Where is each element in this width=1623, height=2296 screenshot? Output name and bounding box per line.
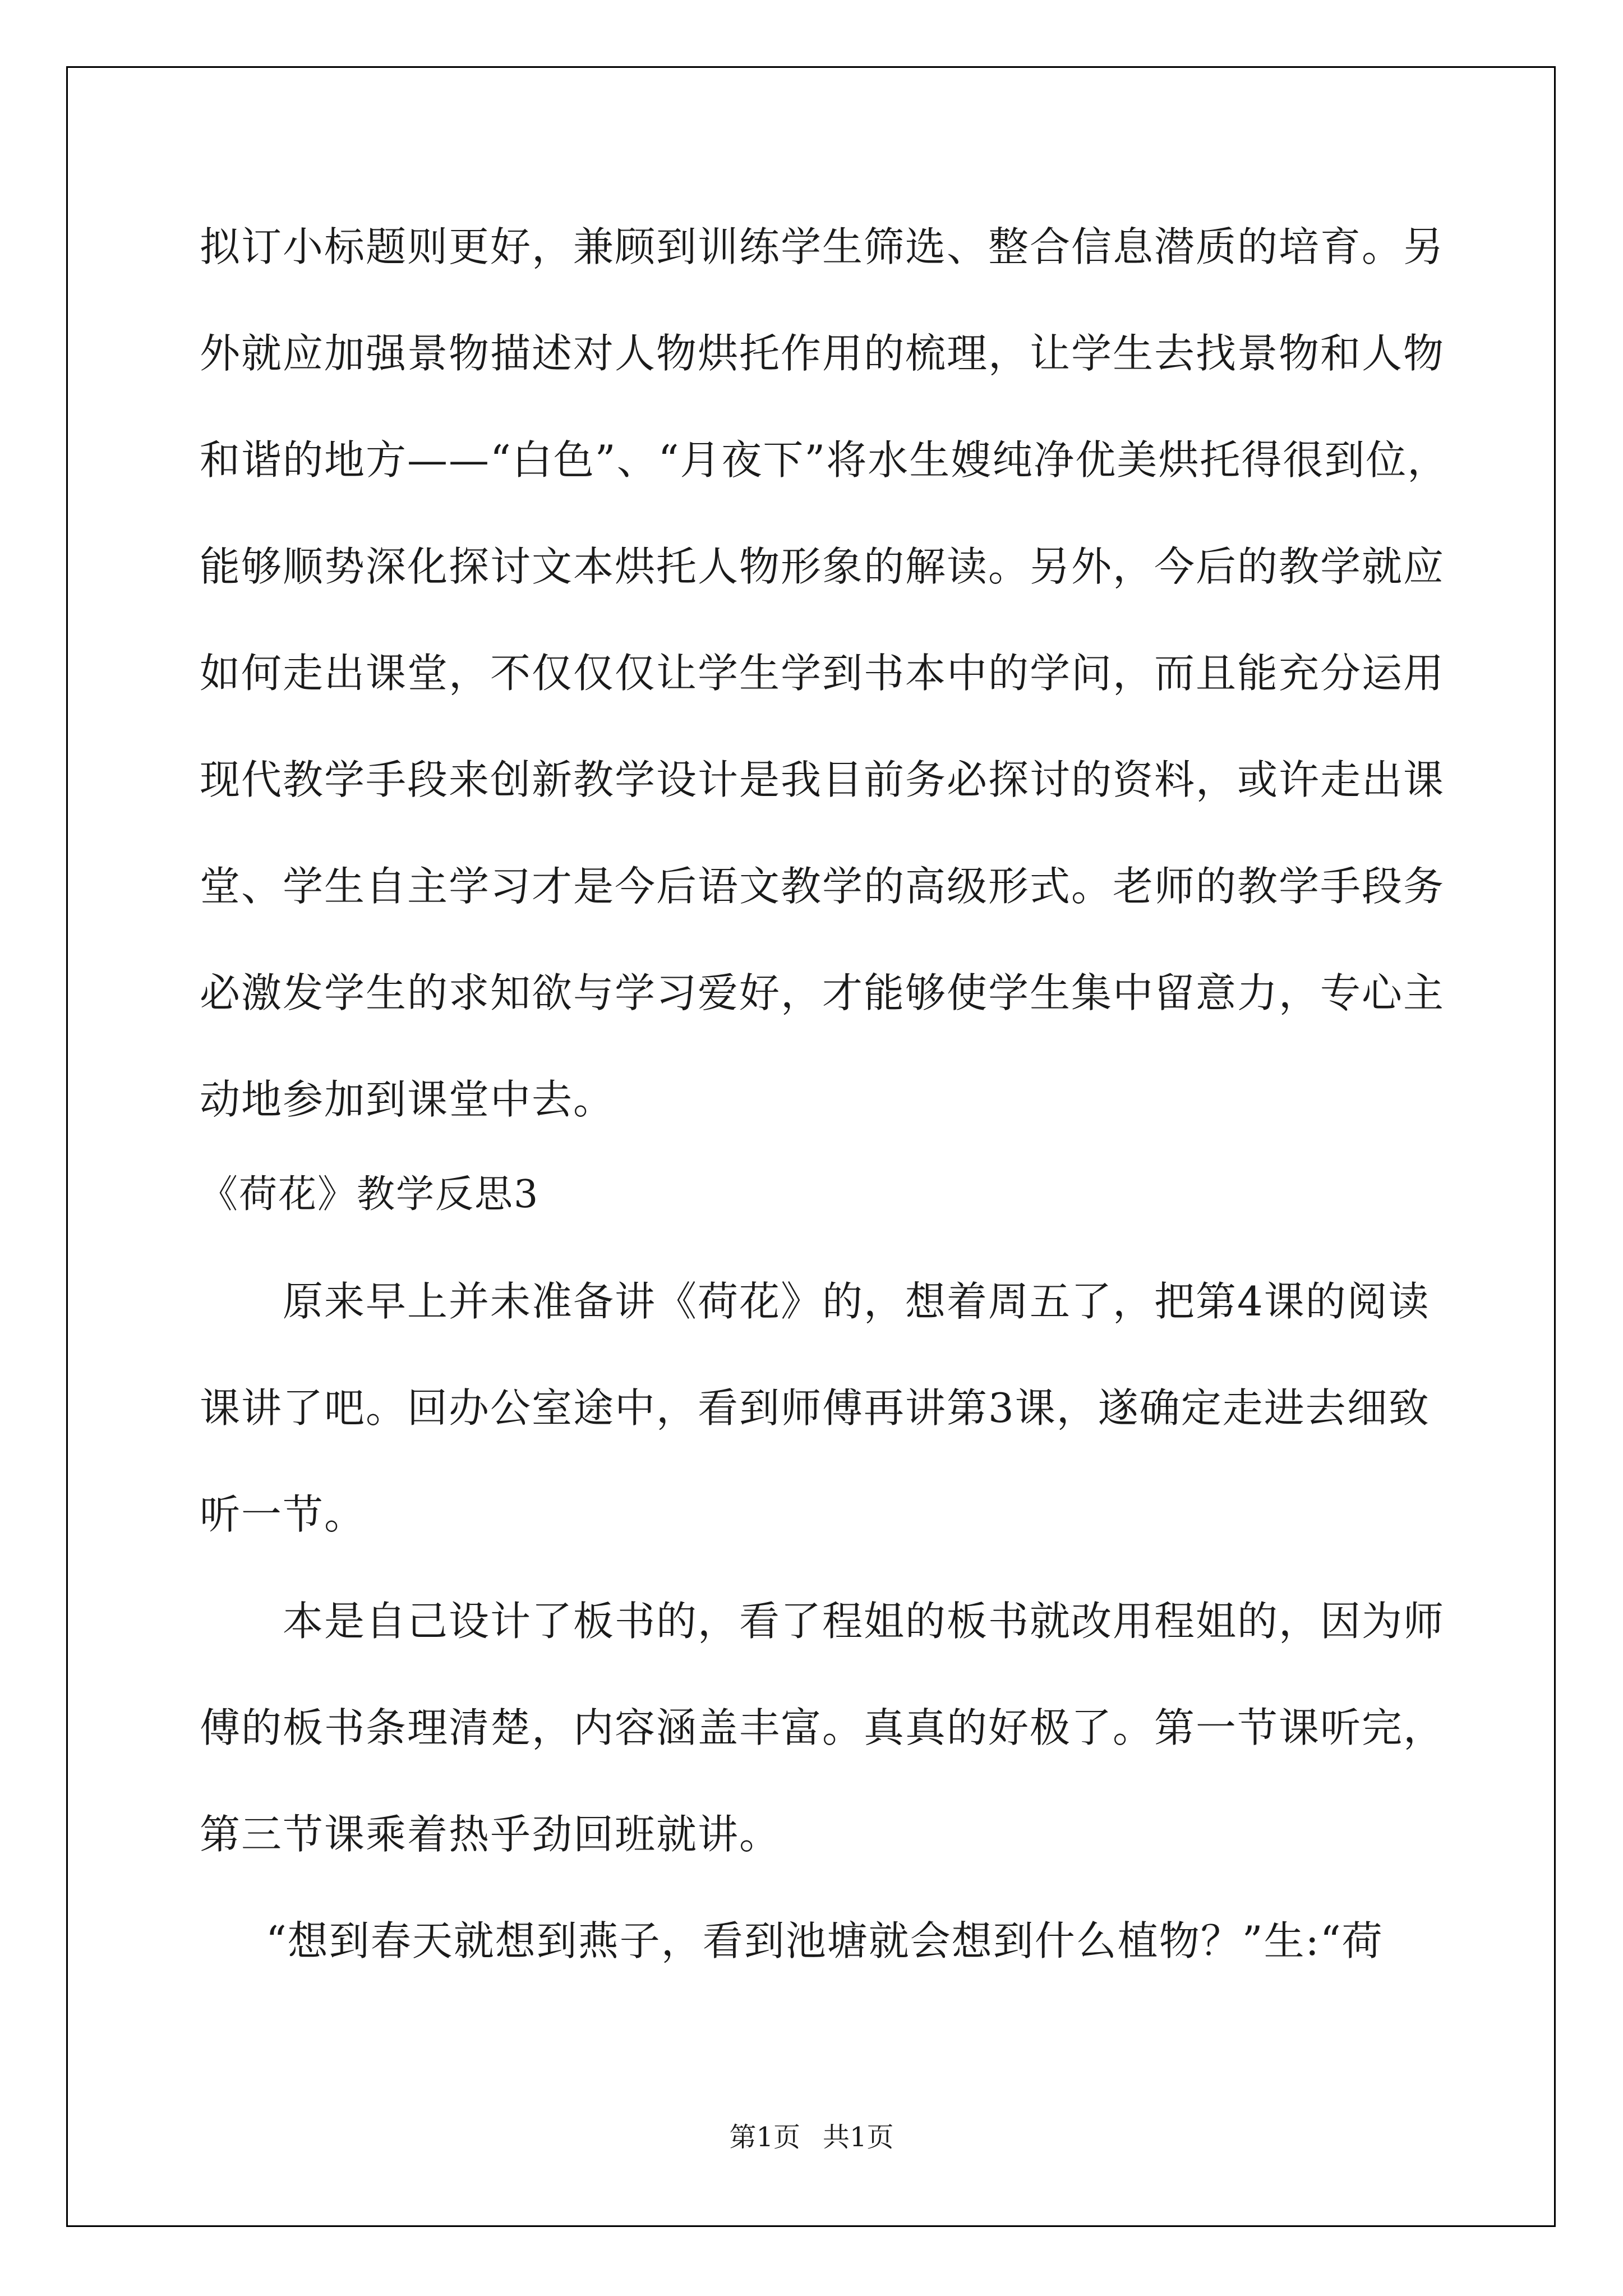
paragraph-line: 傅的板书条理清楚，内容涵盖丰富。真真的好极了。第一节课听完， bbox=[200, 1704, 1445, 1751]
paragraph-line: 课讲了吧。回办公室途中，看到师傅再讲第3课，遂确定走进去细致 bbox=[200, 1384, 1430, 1432]
paragraph-line: “想到春天就想到燕子，看到池塘就会想到什么植物？”生:“荷 bbox=[266, 1917, 1384, 1964]
body-line: 和谐的地方——“白色”、“月夜下”将水生嫂纯净优美烘托得很到位， bbox=[200, 436, 1449, 484]
body-line: 外就应加强景物描述对人物烘托作用的梳理，让学生去找景物和人物 bbox=[200, 330, 1445, 377]
section-heading: 《荷花》教学反思3 bbox=[200, 1172, 540, 1217]
paragraph-line: 原来早上并未准备讲《荷花》的，想着周五了，把第4课的阅读 bbox=[283, 1278, 1430, 1325]
page-border bbox=[66, 66, 1556, 2227]
body-line: 现代教学手段来创新教学设计是我目前务必探讨的资料，或许走出课 bbox=[200, 756, 1445, 803]
body-line: 拟订小标题则更好，兼顾到训练学生筛选、整合信息潜质的培育。另 bbox=[200, 223, 1445, 270]
body-line: 堂、学生自主学习才是今后语文教学的高级形式。老师的教学手段务 bbox=[200, 863, 1445, 910]
body-line: 必激发学生的求知欲与学习爱好，才能够使学生集中留意力，专心主 bbox=[200, 969, 1445, 1016]
paragraph-line: 本是自己设计了板书的，看了程姐的板书就改用程姐的，因为师 bbox=[283, 1598, 1445, 1645]
page-total: 共1页 bbox=[823, 2122, 894, 2153]
body-line: 动地参加到课堂中去。 bbox=[200, 1076, 615, 1123]
paragraph-line: 第三节课乘着热乎劲回班就讲。 bbox=[200, 1811, 781, 1858]
paragraph-line: 听一节。 bbox=[200, 1491, 366, 1538]
body-line: 如何走出课堂，不仅仅仅让学生学到书本中的学问，而且能充分运用 bbox=[200, 650, 1445, 697]
body-line: 能够顺势深化探讨文本烘托人物形象的解读。另外，今后的教学就应 bbox=[200, 543, 1445, 590]
page-footer bbox=[0, 2120, 1623, 2154]
page-number: 第1页 bbox=[729, 2122, 800, 2153]
